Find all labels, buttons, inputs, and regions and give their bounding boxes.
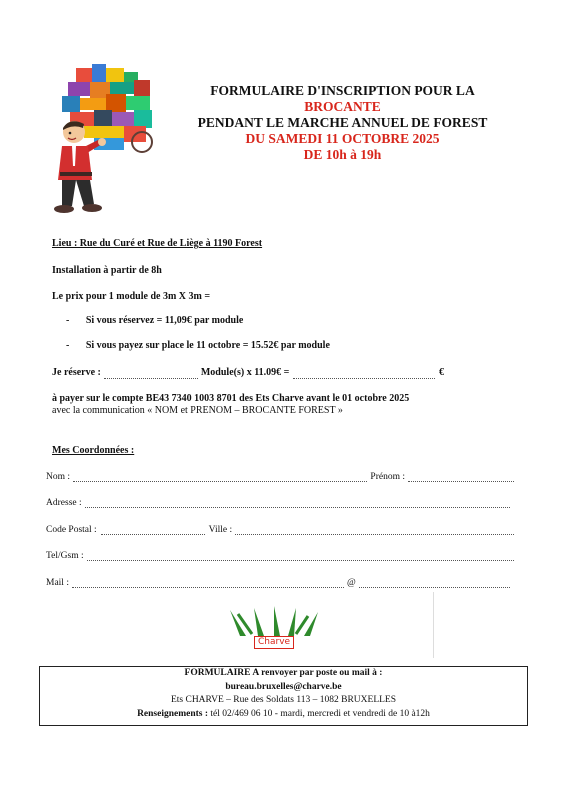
footer-email[interactable]: bureau.bruxelles@charve.be bbox=[225, 681, 342, 692]
header-line-4: DU SAMEDI 11 OCTOBRE 2025 bbox=[245, 131, 440, 146]
bullet-reserve bbox=[66, 315, 243, 327]
nom-row bbox=[46, 471, 514, 482]
adresse-field[interactable] bbox=[85, 497, 510, 508]
charve-logo bbox=[224, 606, 324, 654]
reserve-label: Je réserve : bbox=[52, 367, 101, 378]
nom-field[interactable] bbox=[73, 471, 367, 482]
prenom-label: Prénom : bbox=[370, 472, 405, 482]
header-line-1: FORMULAIRE D'INSCRIPTION POUR LA bbox=[210, 83, 475, 98]
mail-label: Mail : bbox=[46, 578, 69, 588]
payment-line-2: avec la communication « NOM et PRENOM – BROCANTE FOREST » bbox=[52, 405, 343, 416]
mail-domain-field[interactable] bbox=[359, 577, 510, 588]
code-postal-label: Code Postal : bbox=[46, 525, 97, 535]
adresse-label: Adresse : bbox=[46, 498, 82, 508]
installation-text: Installation à partir de 8h bbox=[52, 265, 162, 276]
footer-box bbox=[39, 666, 528, 726]
prix-text: Le prix pour 1 module de 3m X 3m = bbox=[52, 291, 211, 302]
divider-line bbox=[433, 592, 434, 658]
mail-at-sign: @ bbox=[346, 578, 356, 588]
tel-field[interactable] bbox=[87, 550, 514, 561]
header-line-3: PENDANT LE MARCHE ANNUEL DE FOREST bbox=[197, 115, 488, 130]
reserve-mid-label: Module(s) x 11.09€ = bbox=[200, 367, 290, 378]
bullet-sur-place bbox=[66, 340, 330, 352]
charve-logo-text: Charve bbox=[254, 636, 294, 649]
payment-line-1: à payer sur le compte BE43 7340 1003 8701 des Ets Charve avant le 01 octobre 2025 bbox=[52, 393, 410, 404]
bullet-reserve-text: Si vous réservez = 11,09€ par module bbox=[85, 315, 244, 326]
prenom-field[interactable] bbox=[408, 471, 514, 482]
footer-address: Ets CHARVE – Rue des Soldats 113 – 1082 BRUXELLES bbox=[170, 695, 397, 705]
coords-title: Mes Coordonnées : bbox=[52, 445, 135, 456]
mail-row bbox=[46, 577, 510, 588]
footer-info-text: tél 02/469 06 10 - mardi, mercredi et vendredi de 10 à12h bbox=[210, 708, 430, 719]
footer-info bbox=[40, 708, 527, 722]
header-line-2: BROCANTE bbox=[304, 99, 381, 114]
mail-user-field[interactable] bbox=[72, 577, 344, 588]
reservation-line bbox=[52, 367, 444, 379]
bullet-dash: - bbox=[66, 315, 70, 326]
bullet-sur-place-text: Si vous payez sur place le 11 octobre = 15.52€ par module bbox=[85, 340, 330, 351]
footer-line-1: FORMULAIRE A renvoyer par poste ou mail à : bbox=[184, 668, 383, 678]
footer-info-label: Renseignements : bbox=[137, 708, 209, 719]
person-carrying-objects-icon bbox=[48, 62, 160, 222]
tel-label: Tel/Gsm : bbox=[46, 551, 84, 561]
header-line-5: DE 10h à 19h bbox=[303, 147, 382, 162]
total-amount-field[interactable] bbox=[293, 368, 435, 379]
header-title bbox=[150, 83, 535, 163]
nom-label: Nom : bbox=[46, 472, 71, 482]
code-postal-field[interactable] bbox=[101, 524, 205, 535]
ville-field[interactable] bbox=[235, 524, 514, 535]
bullet-dash: - bbox=[66, 340, 70, 351]
ville-label: Ville : bbox=[208, 525, 233, 535]
tel-row bbox=[46, 550, 514, 561]
lieu-text: Lieu : Rue du Curé et Rue de Liège à 1190 Forest bbox=[52, 238, 263, 249]
code-postal-row bbox=[46, 524, 514, 535]
reserve-euro-sign: € bbox=[439, 367, 444, 378]
modules-count-field[interactable] bbox=[104, 368, 198, 379]
charve-logo-icon bbox=[224, 606, 324, 640]
adresse-row bbox=[46, 497, 510, 508]
